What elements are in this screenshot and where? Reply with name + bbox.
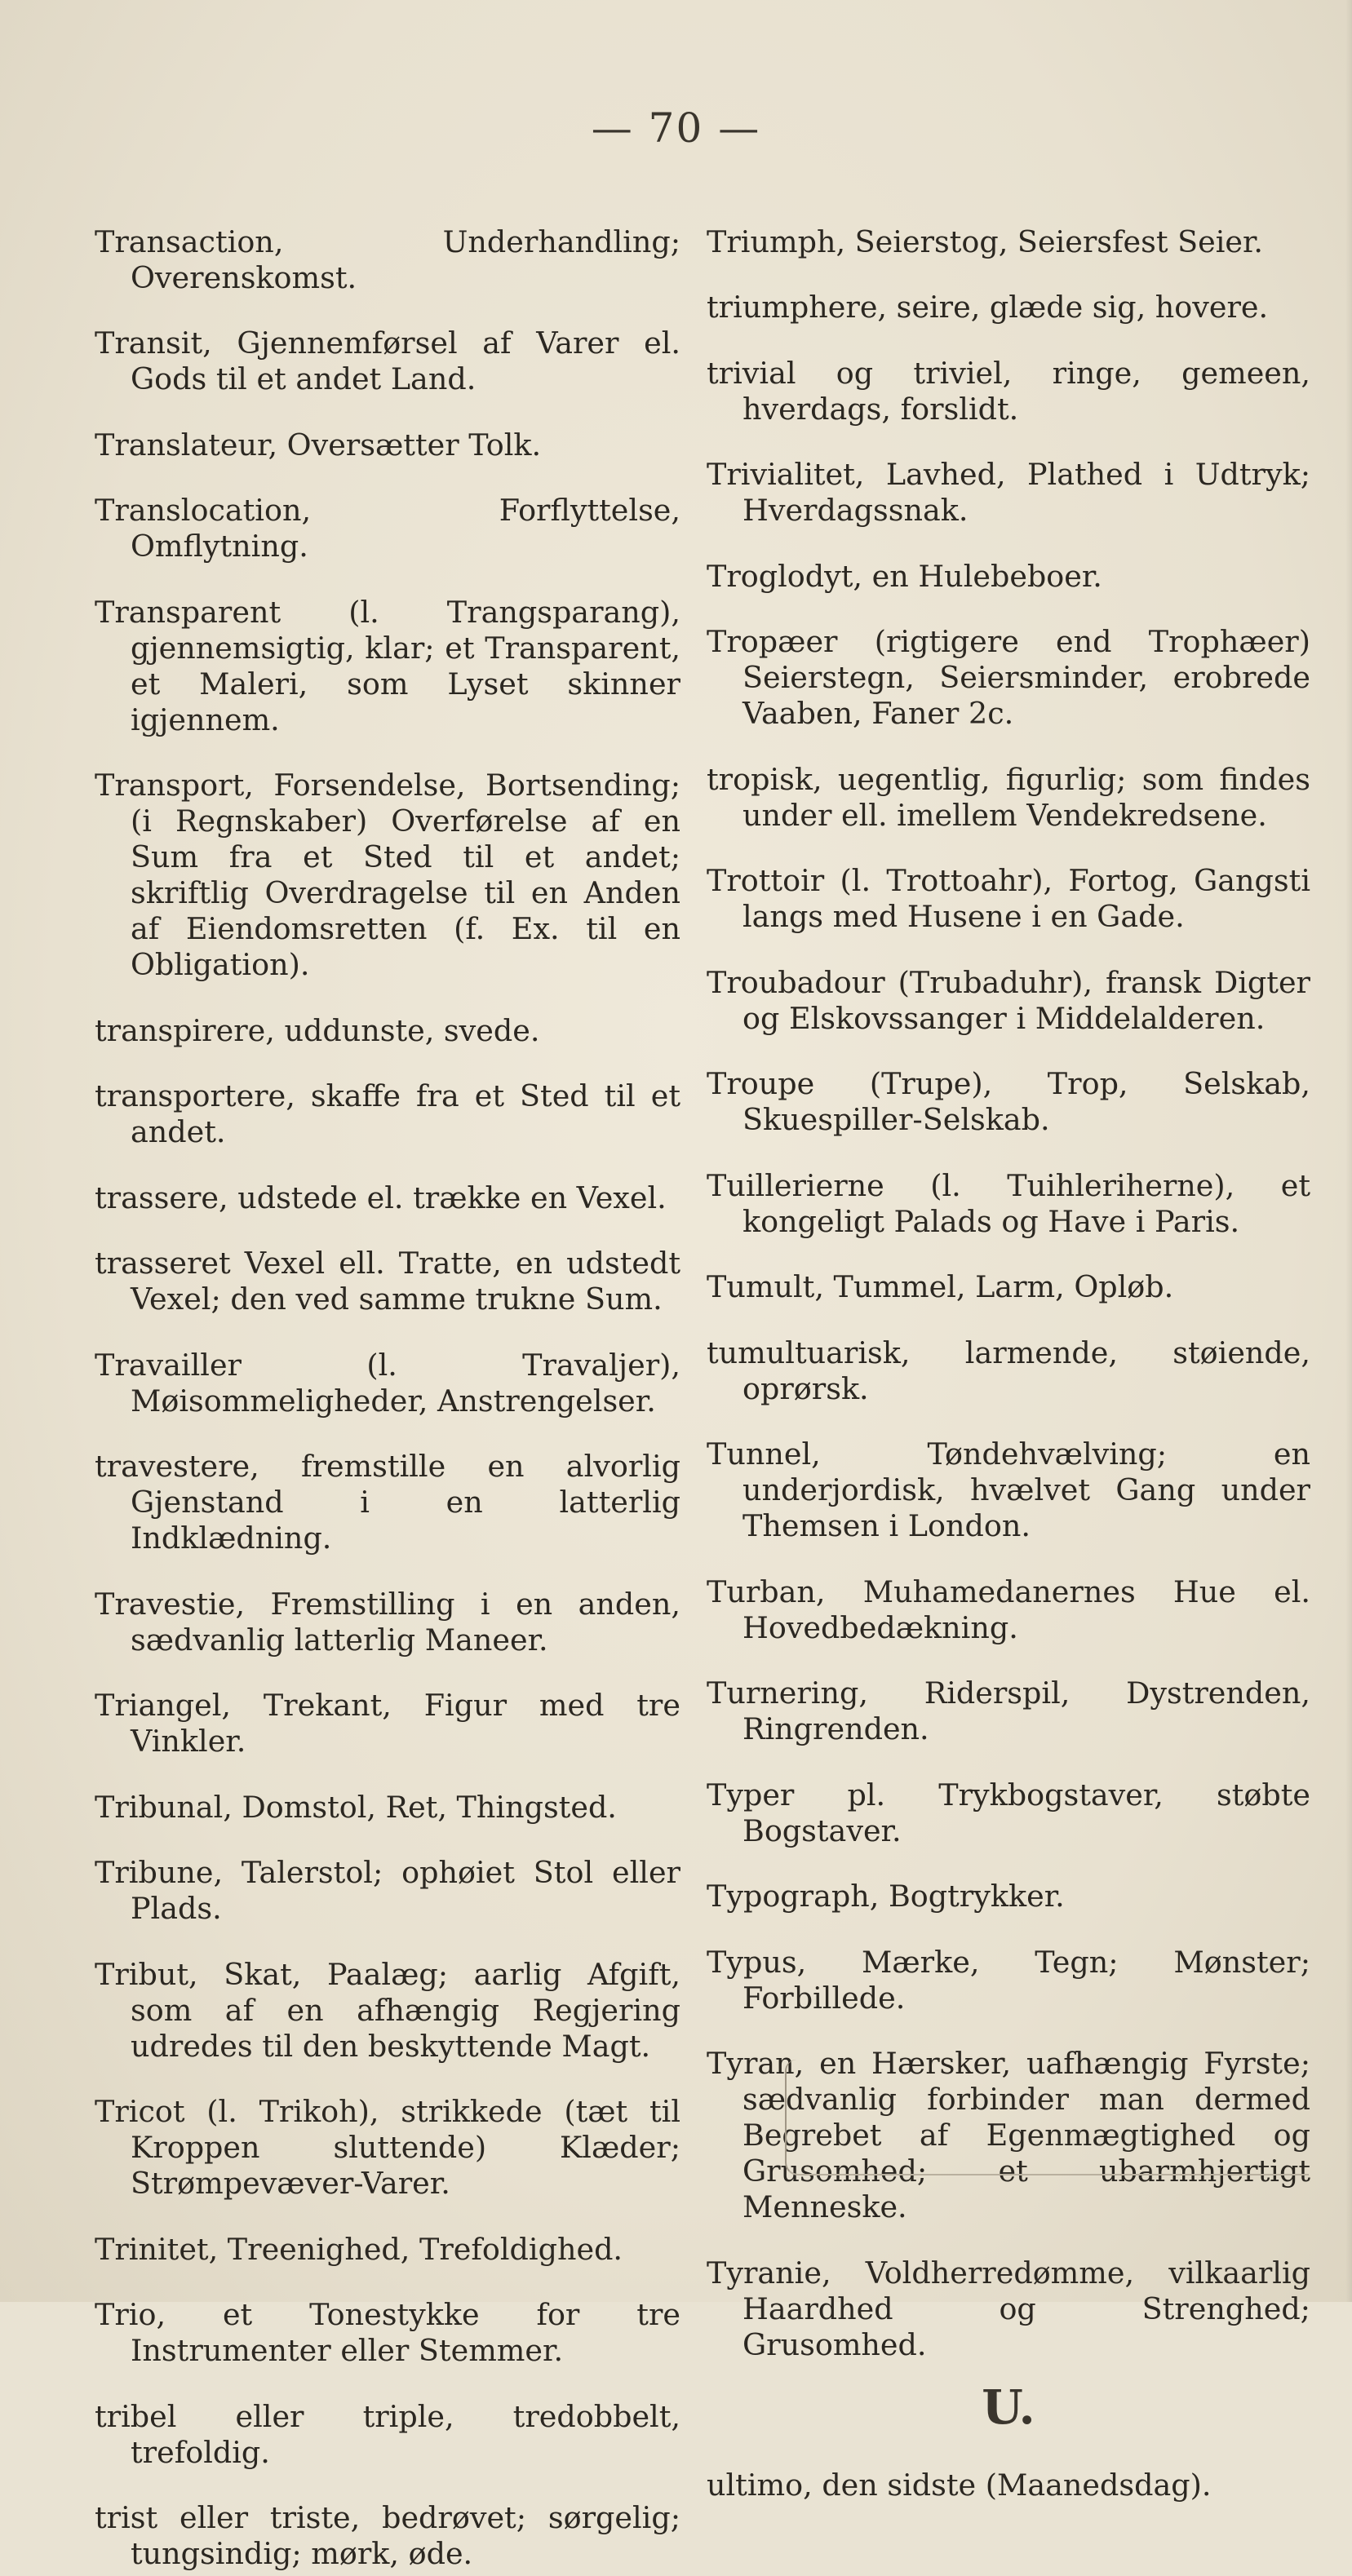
dictionary-entry: Travailler (l. Travaljer), Møisommeligheder, Anstrengelser.	[95, 1347, 680, 1419]
dictionary-entry: trivial og triviel, ringe, gemeen, hverdags, forslidt.	[707, 355, 1310, 427]
dictionary-entry: Tyranie, Voldherredømme, vilkaarlig Haardhed og Strenghed; Grusomhed.	[707, 2255, 1310, 2362]
section-letter-heading: U.	[982, 2379, 1035, 2435]
dictionary-entry: transpirere, uddunste, svede.	[95, 1012, 540, 1048]
page-edge-shadow	[1345, 0, 1352, 2302]
dictionary-entry: triumphere, seire, glæde sig, hovere.	[707, 290, 1269, 325]
dictionary-entry: Tropæer (rigtigere end Trophæer) Seierstegn, Seiersminder, erobrede Vaaben, Faner 2c.	[707, 624, 1310, 731]
dictionary-entry: Tyran, en Hærsker, uafhængig Fyrste; sædvanlig forbinder man dermed Begrebet af Egenmægtighed og Grusomhed; et ubarmhjertigt Menneske.	[707, 2046, 1310, 2224]
dictionary-entry: tribel eller triple, tredobbelt, trefoldig.	[95, 2398, 680, 2470]
dictionary-entry: Tumult, Tummel, Larm, Opløb.	[707, 1269, 1174, 1304]
dictionary-entry: Tribune, Talerstol; ophøiet Stol eller Plads.	[95, 1855, 680, 1926]
dictionary-entry: ultimo, den sidste (Maanedsdag).	[707, 2468, 1212, 2503]
dictionary-entry: Triumph, Seierstog, Seiersfest Seier.	[707, 224, 1264, 259]
dictionary-entry: travestere, fremstille en alvorlig Gjenstand i en latterlig Indklædning.	[95, 1449, 680, 1556]
dictionary-entry: Trio, et Tonestykke for tre Instrumenter eller Stemmer.	[95, 2297, 680, 2368]
dictionary-entry: Translocation, Forflyttelse, Omflytning.	[95, 493, 680, 564]
dictionary-entry: Tunnel, Tøndehvælving; en underjordisk, hvælvet Gang under Themsen i London.	[707, 1436, 1310, 1543]
dictionary-entry: Typus, Mærke, Tegn; Mønster; Forbillede.	[707, 1944, 1310, 2016]
dictionary-entry: Trottoir (l. Trottoahr), Fortog, Gangsti langs med Husene i en Gade.	[707, 863, 1310, 934]
dictionary-entry: Triangel, Trekant, Figur med tre Vinkler.	[95, 1688, 680, 1759]
dictionary-entry: Transaction, Underhandling; Overenskomst.	[95, 224, 680, 295]
dictionary-entry: tumultuarisk, larmende, støiende, oprørsk.	[707, 1334, 1310, 1406]
dictionary-entry: Troglodyt, en Hulebeboer.	[707, 558, 1102, 594]
dictionary-entry: Turnering, Riderspil, Dystrenden, Ringrenden.	[707, 1675, 1310, 1746]
dictionary-entry: Tribunal, Domstol, Ret, Thingsted.	[95, 1789, 617, 1825]
page-number: — 70 —	[591, 104, 761, 152]
dictionary-entry: trist eller triste, bedrøvet; sørgelig; tungsindig; mørk, øde.	[95, 2500, 680, 2571]
dictionary-entry: Tricot (l. Trikoh), strikkede (tæt til Kroppen sluttende) Klæder; Strømpevæver-Varer.	[95, 2094, 680, 2201]
dictionary-entry: trasseret Vexel ell. Tratte, en udstedt Vexel; den ved samme trukne Sum.	[95, 1246, 680, 1317]
dictionary-entry: Trinitet, Treenighed, Trefoldighed.	[95, 2231, 623, 2267]
dictionary-entry: tropisk, uegentlig, figurlig; som findes under ell. imellem Vendekredsene.	[707, 761, 1310, 833]
dictionary-entry: transportere, skaffe fra et Sted til et andet.	[95, 1078, 680, 1149]
dictionary-entry: trassere, udstede el. trække en Vexel.	[95, 1180, 667, 1215]
dictionary-entry: Transparent (l. Trangsparang), gjennemsigtig, klar; et Transparent, et Maleri, som Lyset skinner igjennem.	[95, 594, 680, 737]
dictionary-entry: Typograph, Bogtrykker.	[707, 1879, 1065, 1914]
dictionary-entry: Turban, Muhamedanernes Hue el. Hovedbedækning.	[707, 1573, 1310, 1645]
dictionary-entry: Transit, Gjennemførsel af Varer el. Gods til et andet Land.	[95, 325, 680, 396]
dictionary-entry: Troubadour (Trubaduhr), fransk Digter og Elskovssanger i Middelalderen.	[707, 964, 1310, 1036]
dictionary-entry: Transport, Forsendelse, Bortsending; (i Regnskaber) Overførelse af en Sum fra et Sted til et andet; skriftlig Overdragelse til en Anden af Eiendomsretten (f. Ex. til en Obligation).	[95, 768, 680, 982]
dictionary-entry: Typer pl. Trykbogstaver, støbte Bogstaver.	[707, 1777, 1310, 1848]
dictionary-entry: Translateur, Oversætter Tolk.	[95, 427, 542, 463]
decorative-bracket	[785, 2060, 1309, 2175]
left-column	[95, 194, 680, 2576]
dictionary-entry: Travestie, Fremstilling i en anden, sædvanlig latterlig Maneer.	[95, 1586, 680, 1658]
dictionary-entry: Trivialitet, Lavhed, Plathed i Udtryk; Hverdagssnak.	[707, 457, 1310, 528]
dictionary-entry: Tribut, Skat, Paalæg; aarlig Afgift, som af en afhængig Regjering udredes til den beskyttende Magt.	[95, 1956, 680, 2064]
dictionary-entry: Troupe (Trupe), Trop, Selskab, Skuespiller-Selskab.	[707, 1066, 1310, 1137]
dictionary-entry: Tuillerierne (l. Tuihleriherne), et kongeligt Palads og Have i Paris.	[707, 1167, 1310, 1239]
